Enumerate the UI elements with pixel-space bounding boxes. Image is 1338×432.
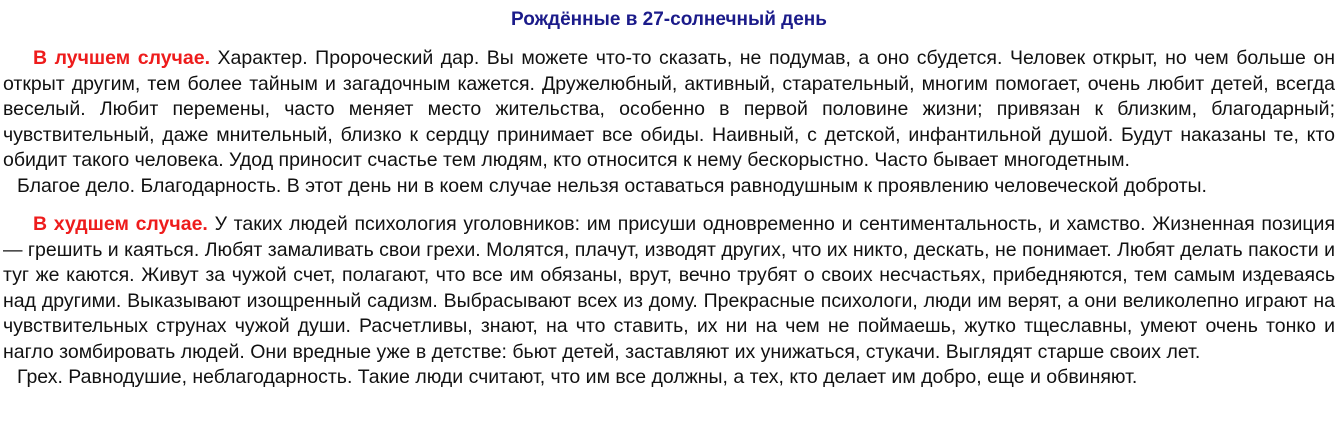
best-case-text: Характер. Пророческий дар. Вы можете что-то сказать, не подумав, а оно сбудется. Человек открыт, но чем больше он открыт другим, тем более тайным и загадочным кажется. Дружелюбный, активный, старательный, многим помогает, очень любит детей, всегда веселый. Любит перемены, часто меняет место жительства, особенно в первой половине жизни; привязан к близким, благодарный; чувствительный, даже мнительный, близко к сердцу принимает все обиды. Наивный, с детской, инфантильной душой. Будут наказаны те, кто обидит такого человека. Удод приносит счастье тем людям, кто относится к нему бескорыстно. Часто бывает многодетным.	[3, 47, 1335, 171]
best-case-label: В лучшем случае.	[33, 47, 210, 69]
worst-case-note: Грех. Равнодушие, неблагодарность. Такие люди считают, что им все должны, а тех, кто делает им добро, еще и обвиняют.	[17, 366, 1138, 388]
best-case-note: Благое дело. Благодарность. В этот день ни в коем случае нельзя оставаться равнодушным к проявлению человеческой доброты.	[17, 174, 1207, 197]
page-title: Рождённые в 27-солнечный день	[511, 9, 827, 30]
worst-case-section	[3, 212, 1335, 391]
best-case-paragraph	[3, 46, 1335, 174]
best-case-section	[3, 46, 1335, 199]
worst-case-label: В худшем случае.	[33, 213, 208, 235]
worst-case-text: У таких людей психология уголовников: им присуши одновременно и сентиментальность, и хамство. Жизненная позиция — грешить и каяться. Любят замаливать свои грехи. Молятся, плачут, изводят других, что их никто, дескать, не понимает. Любят делать пакости и туг же каются. Живут за чужой счет, полагают, что все им обязаны, врут, вечно трубят о своих несчастьях, прибедняются, тем самым издеваясь над другими. Выказывают изощренный садизм. Выбрасывают всех из дому. Прекрасные психологи, люди им верят, а они великолепно играют на чувствительных струнах чужой души. Расчетливы, знают, на что ставить, их ни на чем не поймаешь, жутко тщеславны, умеют очень тонко и нагло зомбировать людей. Они вредные уже в детстве: бьют детей, заставляют их унижаться, стукачи. Выглядят старше своих лет.	[3, 213, 1335, 363]
worst-case-paragraph	[3, 212, 1335, 365]
